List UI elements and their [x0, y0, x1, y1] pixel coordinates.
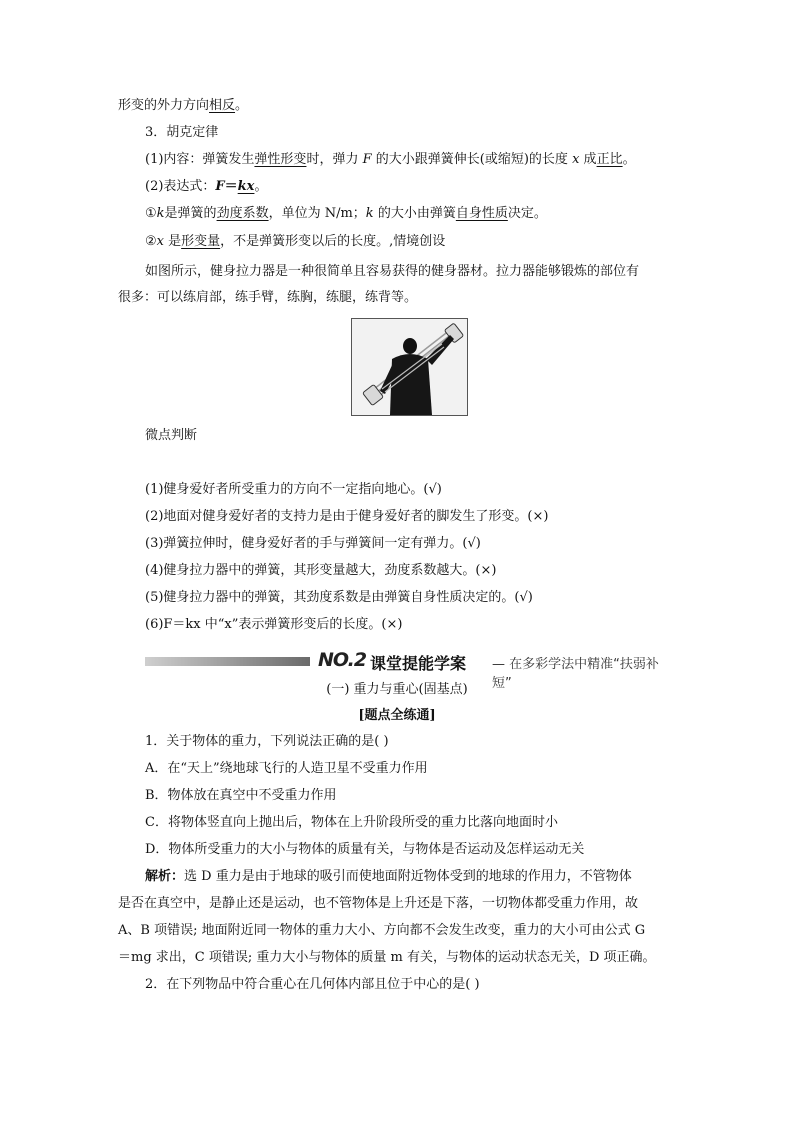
judge-item: [145, 507, 548, 527]
subheading-text: [题点全练通]: [358, 708, 436, 723]
k-definition-line: [145, 204, 547, 224]
text: B．物体放在真空中不受重力作用: [145, 788, 337, 803]
banner-title: 课堂提能学案: [370, 654, 467, 673]
text: 是弹簧的: [164, 206, 217, 221]
text: 1．关于物体的重力，下列说法正确的是( ): [145, 734, 389, 749]
banner-bar: [145, 657, 310, 666]
text: 时，弹力: [306, 152, 359, 167]
scene-text-1: [145, 262, 639, 282]
title-text: 微点判断: [145, 428, 198, 443]
symbol: k: [156, 206, 165, 221]
text: (4)健身拉力器中的弹簧，其形变量越大，劲度系数越大。(×): [145, 563, 497, 578]
judge-item: [145, 561, 496, 581]
text: 是否在真空中，是静止还是运动，也不管物体是上升还是下落，一切物体都受重力作用，故: [118, 896, 639, 911]
banner-number: NO.2: [318, 649, 367, 671]
text: C．将物体竖直向上抛出后，物体在上升阶段所受的重力比落向地面时小: [145, 815, 558, 830]
underlined-term: 形变量: [181, 234, 221, 249]
banner-subtitle: — 在多彩学法中精准“扶弱补短”: [492, 657, 659, 691]
heading-hooke-law: [145, 123, 218, 143]
text: 形变的外力方向: [118, 98, 210, 113]
text: ，单位为 N/m；: [268, 206, 366, 221]
text: 的大小由弹簧: [373, 206, 456, 221]
question-1: [145, 732, 389, 752]
option-a: [145, 759, 428, 779]
analysis-line: [118, 921, 645, 941]
symbol: x: [572, 152, 580, 167]
analysis-line: [118, 948, 656, 968]
part-subheading: [0, 706, 794, 726]
symbol: k: [365, 206, 374, 221]
text: D．物体所受重力的大小与物体的质量有关，与物体是否运动及怎样运动无关: [145, 842, 585, 857]
scene-text-2: [118, 288, 417, 308]
symbol: F: [362, 152, 372, 167]
text: (2)地面对健身爱好者的支持力是由于健身爱好者的脚发生了形变。(×): [145, 509, 549, 524]
underlined-term: 弹性形变: [254, 152, 307, 167]
text: A．在“天上”绕地球飞行的人造卫星不受重力作用: [145, 761, 428, 776]
text: (6)F＝kx 中“x”表示弹簧形变后的长度。(×): [145, 617, 403, 632]
text: 。: [235, 98, 249, 113]
heading-text: 3．胡克定律: [145, 125, 219, 140]
text: 2．在下列物品中符合重心在几何体内部且位于中心的是( ): [145, 977, 480, 992]
text-line: [118, 96, 248, 116]
exerciser-illustration: [352, 319, 467, 415]
formula: kx: [237, 179, 255, 194]
symbol: F: [215, 179, 225, 194]
judge-item: [145, 534, 481, 554]
x-definition-line: [145, 232, 445, 252]
analysis-line: [118, 894, 638, 914]
option-d: [145, 840, 584, 860]
text: ①: [145, 206, 157, 221]
hooke-content-line: [145, 150, 636, 170]
option-b: [145, 786, 337, 806]
text: 。: [622, 152, 636, 167]
text: 。: [254, 179, 268, 194]
text: (3)弹簧拉伸时，健身爱好者的手与弹簧间一定有弹力。(√): [145, 536, 481, 551]
text: ②: [145, 234, 157, 249]
underlined-term: 劲度系数: [216, 206, 269, 221]
text: (2)表达式：: [145, 179, 216, 194]
symbol: ＝: [224, 179, 238, 194]
text: 的大小跟弹簧伸长(或缩短)的长度: [375, 152, 568, 167]
text: 如图所示，健身拉力器是一种很简单且容易获得的健身器材。拉力器能够锻炼的部位有: [145, 264, 640, 279]
text: (5)健身拉力器中的弹簧，其劲度系数是由弹簧自身性质决定的。(√): [145, 590, 533, 605]
text: A、B 项错误; 地面附近同一物体的重力大小、方向都不会发生改变，重力的大小可由公式 G: [118, 923, 646, 938]
judge-item: [145, 588, 533, 608]
underlined-term: 正比: [596, 152, 623, 167]
text: ＝mg 求出，C 项错误; 重力大小与物体的质量 m 有关，与物体的运动状态无关，D 项正确。: [118, 950, 656, 965]
part-heading: [0, 680, 794, 700]
chest-expander-figure: [351, 318, 468, 416]
hooke-formula-line: [145, 177, 267, 197]
underlined-term: 自身性质: [455, 206, 508, 221]
question-2: [145, 975, 480, 995]
option-c: [145, 813, 558, 833]
analysis-label: 解析：: [145, 869, 185, 884]
judge-item: [145, 480, 442, 500]
text: ，不是弹簧形变以后的长度。,情境创设: [220, 234, 446, 249]
underlined-term: 相反: [209, 98, 236, 113]
symbol: x: [156, 234, 164, 249]
text: 成: [583, 152, 597, 167]
judge-item: [145, 615, 402, 635]
text: 是: [164, 234, 182, 249]
analysis-line: [145, 867, 632, 887]
text: (1)内容：弹簧发生: [145, 152, 255, 167]
judge-title: [145, 426, 197, 446]
text: 很多：可以练肩部，练手臂，练胸，练腿，练背等。: [118, 290, 418, 305]
text: (1)健身爱好者所受重力的方向不一定指向地心。(√): [145, 482, 442, 497]
heading-text: (一) 重力与重心(固基点): [326, 682, 468, 697]
text: 决定。: [507, 206, 547, 221]
text: 选 D 重力是由于地球的吸引而使地面附近物体受到的地球的作用力，不管物体: [184, 869, 632, 884]
